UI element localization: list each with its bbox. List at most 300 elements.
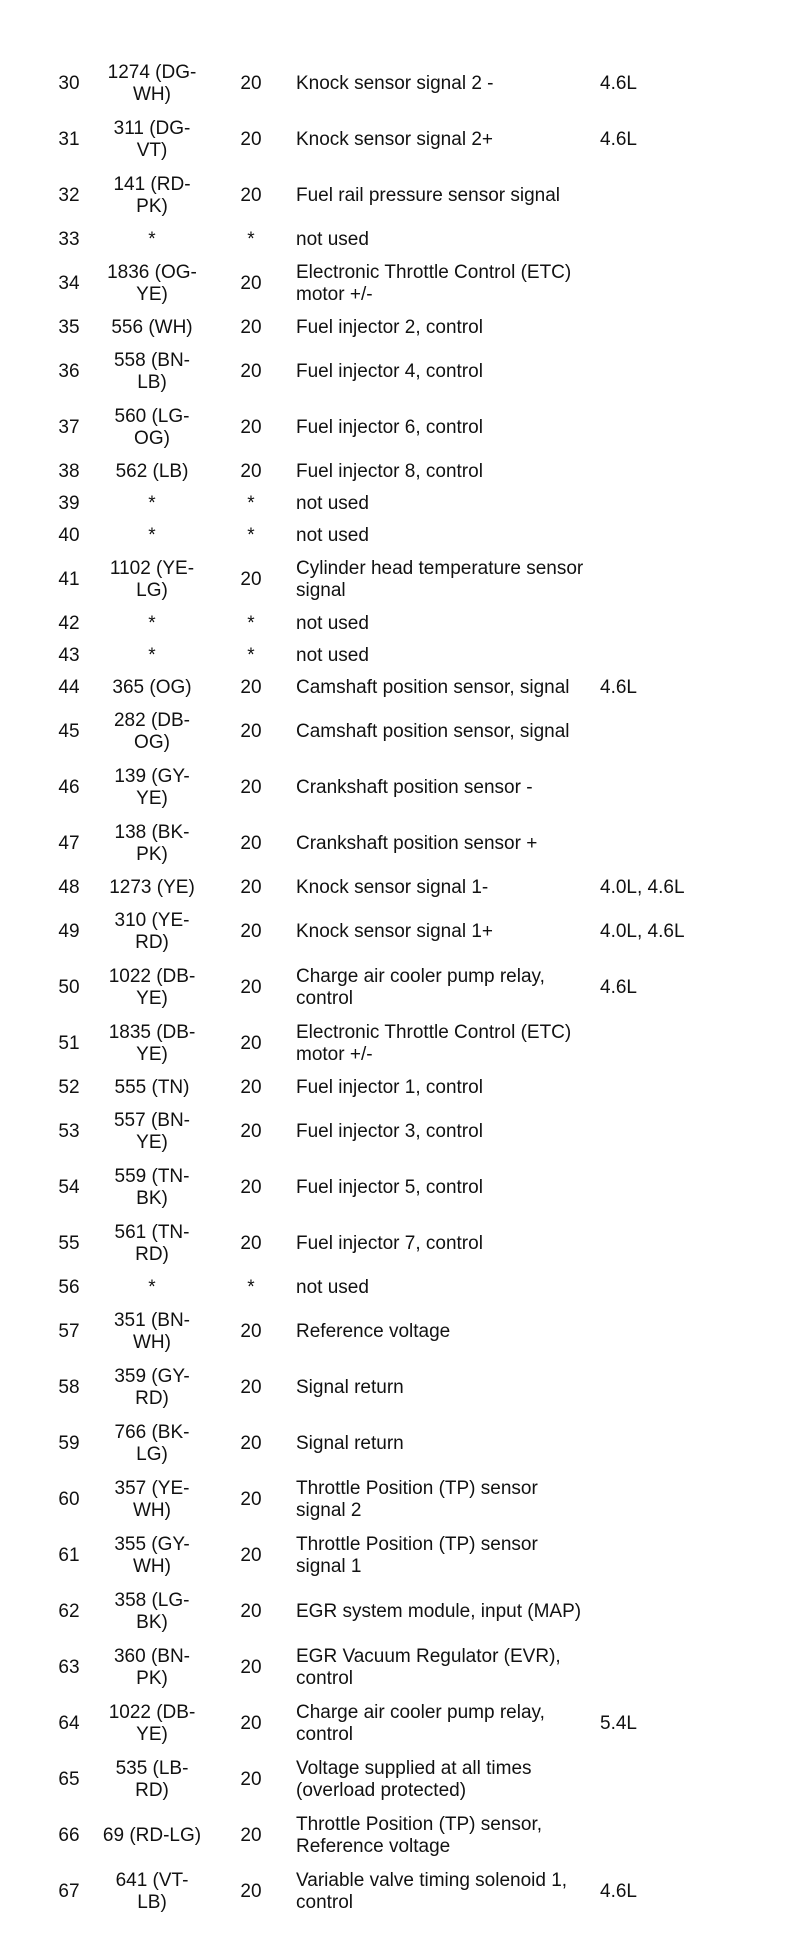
pin-description-cell — [288, 816, 600, 872]
pin-description-cell — [288, 1528, 600, 1584]
pin-number: 46 — [58, 777, 80, 798]
table-row — [48, 1272, 750, 1304]
engine-note: 4.6L — [600, 1881, 637, 1902]
table-row — [48, 1472, 750, 1528]
pin-number-cell — [48, 1752, 90, 1808]
engine-note-cell — [600, 400, 750, 456]
table-row — [48, 256, 750, 312]
wire-gauge: 20 — [240, 877, 262, 898]
wire-gauge: * — [247, 1277, 255, 1298]
pin-description-cell — [288, 112, 600, 168]
wire-gauge: 20 — [240, 1825, 262, 1846]
engine-note-cell — [600, 1472, 750, 1528]
wire-gauge: * — [247, 613, 255, 634]
wire-circuit: 358 (LG-BK) — [114, 1590, 190, 1633]
wire-gauge: 20 — [240, 721, 262, 742]
pin-number: 32 — [58, 185, 80, 206]
pin-number-cell — [48, 1216, 90, 1272]
table-row — [48, 1528, 750, 1584]
engine-note-cell — [600, 256, 750, 312]
pin-description: Fuel injector 5, control — [296, 1177, 483, 1198]
wire-gauge: 20 — [240, 1377, 262, 1398]
table-row — [48, 640, 750, 672]
pin-description: Charge air cooler pump relay, control — [296, 1702, 545, 1745]
wire-gauge: 20 — [240, 185, 262, 206]
wire-gauge: * — [247, 493, 255, 514]
table-row — [48, 520, 750, 552]
wire-gauge: 20 — [240, 1077, 262, 1098]
wire-gauge-cell — [214, 400, 288, 456]
engine-note-cell — [600, 224, 750, 256]
wire-circuit-cell — [90, 312, 214, 344]
engine-note-cell — [600, 1528, 750, 1584]
wire-circuit-cell — [90, 1416, 214, 1472]
table-row — [48, 1104, 750, 1160]
engine-note-cell — [600, 1304, 750, 1360]
table-row — [48, 488, 750, 520]
pin-description: Throttle Position (TP) sensor, Reference voltage — [296, 1814, 543, 1857]
wire-circuit-cell — [90, 1360, 214, 1416]
pin-number-cell — [48, 400, 90, 456]
pin-description: not used — [296, 525, 369, 546]
wire-gauge-cell — [214, 1528, 288, 1584]
pin-description: Fuel injector 7, control — [296, 1233, 483, 1254]
engine-note: 4.6L — [600, 73, 637, 94]
engine-note-cell — [600, 1640, 750, 1696]
wire-gauge-cell — [214, 1752, 288, 1808]
pin-number-cell — [48, 672, 90, 704]
pin-description: Crankshaft position sensor - — [296, 777, 533, 798]
pin-description: Knock sensor signal 2 - — [296, 73, 494, 94]
engine-note-cell — [600, 1416, 750, 1472]
pin-number-cell — [48, 1272, 90, 1304]
wire-circuit-cell — [90, 1640, 214, 1696]
wire-circuit: 1274 (DG-WH) — [107, 62, 197, 105]
wire-gauge-cell — [214, 456, 288, 488]
wire-circuit-cell — [90, 1160, 214, 1216]
engine-note: 4.0L, 4.6L — [600, 921, 685, 942]
pin-number: 59 — [58, 1433, 80, 1454]
table-row — [48, 1016, 750, 1072]
table-row — [48, 1160, 750, 1216]
pin-number-cell — [48, 760, 90, 816]
wire-circuit-cell — [90, 1584, 214, 1640]
pin-number-cell — [48, 704, 90, 760]
engine-note-cell — [600, 1864, 750, 1920]
wire-circuit: 1022 (DB-YE) — [108, 1702, 196, 1745]
wire-circuit: 557 (BN-YE) — [113, 1110, 191, 1153]
pin-description: Crankshaft position sensor + — [296, 833, 538, 854]
pin-description: EGR Vacuum Regulator (EVR), control — [296, 1646, 561, 1689]
engine-note-cell — [600, 960, 750, 1016]
wire-circuit: 558 (BN-LB) — [113, 350, 191, 393]
wire-circuit-cell — [90, 56, 214, 112]
engine-note: 5.4L — [600, 1713, 637, 1734]
wire-gauge-cell — [214, 1640, 288, 1696]
pin-description-cell — [288, 168, 600, 224]
pin-description-cell — [288, 1864, 600, 1920]
pin-description-cell — [288, 672, 600, 704]
pin-description-cell — [288, 344, 600, 400]
wire-circuit: 535 (LB-RD) — [115, 1758, 189, 1801]
wire-circuit: 360 (BN-PK) — [113, 1646, 191, 1689]
engine-note-cell — [600, 344, 750, 400]
wire-gauge: 20 — [240, 273, 262, 294]
wire-gauge-cell — [214, 1016, 288, 1072]
wire-gauge-cell — [214, 488, 288, 520]
wire-circuit: 561 (TN-RD) — [114, 1222, 190, 1265]
table-row — [48, 608, 750, 640]
wire-circuit: 556 (WH) — [111, 317, 193, 338]
pin-description: Throttle Position (TP) sensor signal 2 — [296, 1478, 538, 1521]
pin-number: 64 — [58, 1713, 80, 1734]
wire-circuit-cell — [90, 1072, 214, 1104]
engine-note-cell — [600, 1696, 750, 1752]
wire-gauge-cell — [214, 960, 288, 1016]
pin-number: 67 — [58, 1881, 80, 1902]
wire-gauge: 20 — [240, 833, 262, 854]
wire-circuit: 69 (RD-LG) — [102, 1825, 202, 1846]
table-row — [48, 1864, 750, 1920]
wire-circuit: 359 (GY-RD) — [114, 1366, 190, 1409]
table-row — [48, 1360, 750, 1416]
wire-gauge: 20 — [240, 317, 262, 338]
pin-description-cell — [288, 1072, 600, 1104]
wire-gauge: 20 — [240, 1233, 262, 1254]
pin-number: 50 — [58, 977, 80, 998]
engine-note-cell — [600, 608, 750, 640]
pin-description: Fuel injector 6, control — [296, 417, 483, 438]
pin-number: 49 — [58, 921, 80, 942]
pin-description-cell — [288, 1640, 600, 1696]
engine-note-cell — [600, 1160, 750, 1216]
pin-description: Cylinder head temperature sensor signal — [296, 558, 584, 601]
pin-number: 61 — [58, 1545, 80, 1566]
pin-number: 31 — [58, 129, 80, 150]
engine-note: 4.6L — [600, 677, 637, 698]
wire-gauge-cell — [214, 112, 288, 168]
table-row — [48, 816, 750, 872]
pin-description-cell — [288, 456, 600, 488]
pin-description-cell — [288, 904, 600, 960]
table-row — [48, 1304, 750, 1360]
wire-gauge-cell — [214, 1864, 288, 1920]
table-row — [48, 1696, 750, 1752]
wire-gauge-cell — [214, 1584, 288, 1640]
table-row — [48, 760, 750, 816]
engine-note-cell — [600, 672, 750, 704]
pin-number-cell — [48, 1640, 90, 1696]
wire-gauge: * — [247, 645, 255, 666]
wire-gauge-cell — [214, 1360, 288, 1416]
wire-gauge: 20 — [240, 1121, 262, 1142]
pin-number-cell — [48, 520, 90, 552]
wire-circuit: * — [148, 229, 156, 250]
wire-circuit: 562 (LB) — [115, 461, 189, 482]
pin-description: Voltage supplied at all times (overload protected) — [296, 1758, 532, 1801]
pin-description-cell — [288, 1160, 600, 1216]
wire-circuit-cell — [90, 1864, 214, 1920]
table-row — [48, 960, 750, 1016]
wire-gauge: 20 — [240, 1177, 262, 1198]
pin-description-cell — [288, 1472, 600, 1528]
wire-gauge-cell — [214, 1160, 288, 1216]
wire-gauge-cell — [214, 256, 288, 312]
pin-description-cell — [288, 1752, 600, 1808]
wire-circuit-cell — [90, 960, 214, 1016]
wire-gauge-cell — [214, 1272, 288, 1304]
engine-note-cell — [600, 488, 750, 520]
wire-circuit-cell — [90, 1528, 214, 1584]
pin-number-cell — [48, 1696, 90, 1752]
pin-number-cell — [48, 256, 90, 312]
wire-gauge: 20 — [240, 73, 262, 94]
pin-number: 38 — [58, 461, 80, 482]
wire-gauge: 20 — [240, 129, 262, 150]
wire-gauge: 20 — [240, 361, 262, 382]
wire-circuit: 559 (TN-BK) — [114, 1166, 190, 1209]
wire-circuit-cell — [90, 224, 214, 256]
pin-number-cell — [48, 640, 90, 672]
wire-circuit: 1835 (DB-YE) — [108, 1022, 196, 1065]
pin-description-cell — [288, 312, 600, 344]
wire-gauge-cell — [214, 1072, 288, 1104]
wire-gauge-cell — [214, 1808, 288, 1864]
wire-circuit-cell — [90, 608, 214, 640]
table-row — [48, 704, 750, 760]
table-row — [48, 1216, 750, 1272]
wire-gauge-cell — [214, 872, 288, 904]
pin-number: 45 — [58, 721, 80, 742]
wire-circuit: 365 (OG) — [112, 677, 192, 698]
wire-gauge-cell — [214, 760, 288, 816]
wire-circuit-cell — [90, 672, 214, 704]
wire-circuit-cell — [90, 456, 214, 488]
wire-gauge-cell — [214, 312, 288, 344]
wire-circuit-cell — [90, 640, 214, 672]
engine-note-cell — [600, 1584, 750, 1640]
engine-note-cell — [600, 1808, 750, 1864]
pin-description: EGR system module, input (MAP) — [296, 1601, 582, 1622]
wire-gauge: 20 — [240, 461, 262, 482]
wire-circuit-cell — [90, 400, 214, 456]
wire-gauge-cell — [214, 1104, 288, 1160]
wire-gauge: * — [247, 229, 255, 250]
pin-description-cell — [288, 760, 600, 816]
table-row — [48, 400, 750, 456]
wire-gauge: 20 — [240, 1033, 262, 1054]
pin-description: not used — [296, 613, 369, 634]
pin-description-cell — [288, 520, 600, 552]
pin-number: 34 — [58, 273, 80, 294]
pin-number: 66 — [58, 1825, 80, 1846]
engine-note-cell — [600, 1016, 750, 1072]
wire-circuit: 311 (DG-VT) — [113, 118, 191, 161]
wire-gauge: 20 — [240, 569, 262, 590]
table-row — [48, 168, 750, 224]
pin-description: not used — [296, 645, 369, 666]
pin-description: Throttle Position (TP) sensor signal 1 — [296, 1534, 538, 1577]
pin-number-cell — [48, 1360, 90, 1416]
pin-number: 56 — [58, 1277, 80, 1298]
wire-circuit-cell — [90, 1104, 214, 1160]
pin-description: Fuel injector 4, control — [296, 361, 483, 382]
engine-note-cell — [600, 168, 750, 224]
wire-gauge-cell — [214, 56, 288, 112]
pin-number: 40 — [58, 525, 80, 546]
wire-gauge-cell — [214, 1416, 288, 1472]
engine-note-cell — [600, 872, 750, 904]
wire-circuit-cell — [90, 1696, 214, 1752]
pin-number-cell — [48, 1016, 90, 1072]
pin-number-cell — [48, 1416, 90, 1472]
pin-description: Variable valve timing solenoid 1, control — [296, 1870, 568, 1913]
pin-number: 62 — [58, 1601, 80, 1622]
pin-description-cell — [288, 1104, 600, 1160]
pin-description: Fuel injector 1, control — [296, 1077, 483, 1098]
wire-gauge: 20 — [240, 1321, 262, 1342]
engine-note-cell — [600, 1752, 750, 1808]
wire-circuit-cell — [90, 872, 214, 904]
table-row — [48, 456, 750, 488]
pin-number-cell — [48, 904, 90, 960]
wire-circuit-cell — [90, 904, 214, 960]
pin-description-cell — [288, 1416, 600, 1472]
wire-circuit: 1273 (YE) — [109, 877, 195, 898]
engine-note-cell — [600, 552, 750, 608]
wire-circuit-cell — [90, 112, 214, 168]
engine-note-cell — [600, 760, 750, 816]
pin-number: 51 — [58, 1033, 80, 1054]
wire-gauge-cell — [214, 224, 288, 256]
pin-description-cell — [288, 488, 600, 520]
engine-note-cell — [600, 1216, 750, 1272]
engine-note-cell — [600, 312, 750, 344]
wire-gauge: 20 — [240, 921, 262, 942]
pin-number: 55 — [58, 1233, 80, 1254]
table-row — [48, 112, 750, 168]
wire-gauge: 20 — [240, 1657, 262, 1678]
pin-description-cell — [288, 1808, 600, 1864]
pin-description-cell — [288, 608, 600, 640]
wire-circuit-cell — [90, 552, 214, 608]
wire-circuit: 357 (YE-WH) — [114, 1478, 190, 1521]
engine-note-cell — [600, 1272, 750, 1304]
pin-number-cell — [48, 312, 90, 344]
pin-description: Electronic Throttle Control (ETC) motor +/- — [296, 1022, 572, 1065]
pin-description: Reference voltage — [296, 1321, 451, 1342]
wire-gauge-cell — [214, 672, 288, 704]
connector-pinout-table — [48, 56, 750, 1920]
table-row — [48, 1416, 750, 1472]
pin-number-cell — [48, 1472, 90, 1528]
engine-note-cell — [600, 904, 750, 960]
wire-circuit: 555 (TN) — [114, 1077, 190, 1098]
pin-description-cell — [288, 1016, 600, 1072]
pin-number-cell — [48, 1160, 90, 1216]
pin-number: 30 — [58, 73, 80, 94]
pin-number-cell — [48, 224, 90, 256]
pin-number-cell — [48, 552, 90, 608]
pin-description-cell — [288, 1696, 600, 1752]
pin-number: 60 — [58, 1489, 80, 1510]
engine-note: 4.6L — [600, 129, 637, 150]
engine-note-cell — [600, 704, 750, 760]
pin-number: 47 — [58, 833, 80, 854]
engine-note: 4.6L — [600, 977, 637, 998]
wire-gauge-cell — [214, 520, 288, 552]
pinout-rows — [48, 56, 750, 1920]
pin-description-cell — [288, 224, 600, 256]
engine-note: 4.0L, 4.6L — [600, 877, 685, 898]
pin-description: Knock sensor signal 2+ — [296, 129, 493, 150]
table-row — [48, 904, 750, 960]
table-row — [48, 224, 750, 256]
wire-circuit: 310 (YE-RD) — [114, 910, 190, 953]
pin-number: 48 — [58, 877, 80, 898]
table-row — [48, 872, 750, 904]
pin-description-cell — [288, 56, 600, 112]
pin-description-cell — [288, 1584, 600, 1640]
pin-description-cell — [288, 1272, 600, 1304]
pin-number-cell — [48, 1072, 90, 1104]
wire-gauge-cell — [214, 640, 288, 672]
wire-gauge: * — [247, 525, 255, 546]
pin-number-cell — [48, 56, 90, 112]
pin-number-cell — [48, 112, 90, 168]
wire-circuit: 282 (DB-OG) — [113, 710, 191, 753]
wire-circuit: 560 (LG-OG) — [114, 406, 190, 449]
wire-circuit: 141 (RD-PK) — [113, 174, 191, 217]
engine-note-cell — [600, 456, 750, 488]
table-row — [48, 1752, 750, 1808]
wire-circuit: * — [148, 493, 156, 514]
pin-number-cell — [48, 608, 90, 640]
pin-number: 52 — [58, 1077, 80, 1098]
wire-gauge: 20 — [240, 1545, 262, 1566]
wire-circuit-cell — [90, 168, 214, 224]
pin-number: 65 — [58, 1769, 80, 1790]
wire-circuit: 641 (VT-LB) — [115, 1870, 189, 1913]
wire-gauge: 20 — [240, 1881, 262, 1902]
wire-gauge-cell — [214, 1696, 288, 1752]
wire-gauge-cell — [214, 816, 288, 872]
pin-description-cell — [288, 1216, 600, 1272]
wire-circuit: 355 (GY-WH) — [114, 1534, 190, 1577]
pin-description: Knock sensor signal 1+ — [296, 921, 493, 942]
wire-circuit-cell — [90, 1808, 214, 1864]
wire-circuit: 1022 (DB-YE) — [108, 966, 196, 1009]
pin-description-cell — [288, 1304, 600, 1360]
wire-circuit: 138 (BK-PK) — [114, 822, 190, 865]
wire-circuit-cell — [90, 816, 214, 872]
pin-number-cell — [48, 456, 90, 488]
pin-description: Knock sensor signal 1- — [296, 877, 489, 898]
wire-gauge-cell — [214, 904, 288, 960]
wire-circuit: * — [148, 613, 156, 634]
wire-gauge: 20 — [240, 417, 262, 438]
wire-gauge-cell — [214, 552, 288, 608]
wire-circuit: 766 (BK-LG) — [114, 1422, 190, 1465]
pin-number: 39 — [58, 493, 80, 514]
pin-number: 42 — [58, 613, 80, 634]
wire-circuit-cell — [90, 1216, 214, 1272]
engine-note-cell — [600, 112, 750, 168]
wire-circuit-cell — [90, 1304, 214, 1360]
pin-number-cell — [48, 872, 90, 904]
wire-circuit: 1836 (OG-YE) — [107, 262, 197, 305]
wire-gauge-cell — [214, 344, 288, 400]
